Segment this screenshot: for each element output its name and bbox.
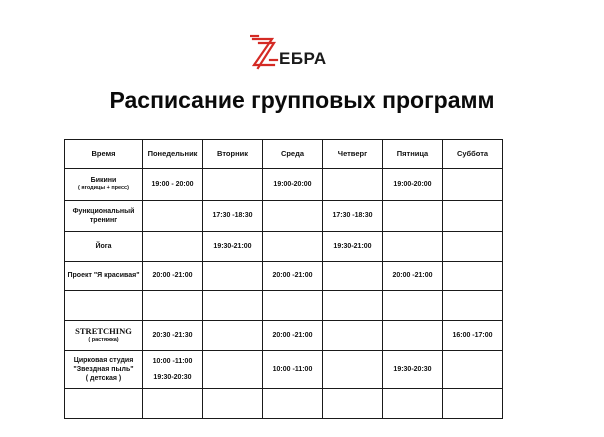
time-slot: 19:00 - 20:00 xyxy=(151,180,194,188)
program-name-line: Функциональный xyxy=(72,207,135,215)
schedule-cell xyxy=(143,389,203,419)
schedule-cell xyxy=(143,321,203,351)
schedule-cell xyxy=(263,321,323,351)
time-slot: 20:30 -21:30 xyxy=(152,331,193,339)
schedule-cell xyxy=(383,291,443,321)
program-subtitle: ( ягодицы + пресс) xyxy=(78,185,129,192)
schedule-cell xyxy=(203,389,263,419)
zebra-z-icon xyxy=(250,34,280,70)
time-slot: 19:30-21:00 xyxy=(213,242,252,250)
table-row xyxy=(65,291,503,321)
page-title: Расписание групповых программ xyxy=(109,87,495,113)
schedule-cell xyxy=(383,232,443,262)
schedule-cell xyxy=(143,201,203,232)
schedule-cell xyxy=(323,262,383,291)
program-name-line: Бикини xyxy=(90,177,117,185)
schedule-cell xyxy=(383,389,443,419)
program-name xyxy=(65,351,143,389)
header-day: Суббота xyxy=(443,140,503,169)
program-name-line: Цирковая студия xyxy=(73,356,134,364)
schedule-cell xyxy=(323,232,383,262)
table-header-row xyxy=(65,140,503,169)
program-name xyxy=(65,169,143,201)
schedule-cell xyxy=(143,169,203,201)
brand-logo xyxy=(250,34,340,70)
program-name xyxy=(65,291,143,321)
schedule-cell xyxy=(203,262,263,291)
header-day: Среда xyxy=(263,140,323,169)
program-name xyxy=(65,201,143,232)
schedule-cell xyxy=(203,169,263,201)
schedule-cell xyxy=(443,262,503,291)
schedule-cell xyxy=(263,201,323,232)
schedule-cell xyxy=(323,291,383,321)
time-slot: 19:30-20:30 xyxy=(393,365,432,373)
schedule-cell xyxy=(323,321,383,351)
schedule-cell xyxy=(383,321,443,351)
time-slot: 17:30 -18:30 xyxy=(332,212,373,220)
schedule-cell xyxy=(383,351,443,389)
time-slot: 19:30-20:30 xyxy=(153,373,192,381)
schedule-cell xyxy=(383,201,443,232)
header-day: Вторник xyxy=(203,140,263,169)
time-slot: 10:00 -11:00 xyxy=(272,365,313,373)
table-row xyxy=(65,262,503,291)
schedule-cell xyxy=(203,351,263,389)
program-name xyxy=(65,389,143,419)
program-name xyxy=(65,262,143,291)
program-subtitle: ( растяжка) xyxy=(88,337,119,344)
schedule-cell xyxy=(443,389,503,419)
time-slot: 20:00 -21:00 xyxy=(152,272,193,280)
time-slot: 17:30 -18:30 xyxy=(212,212,253,220)
table-row xyxy=(65,389,503,419)
header-day: Понедельник xyxy=(143,140,203,169)
time-slot: 10:00 -11:00 xyxy=(152,358,193,366)
header-day: Пятница xyxy=(383,140,443,169)
time-slot: 20:00 -21:00 xyxy=(272,331,313,339)
schedule-cell xyxy=(203,232,263,262)
schedule-cell xyxy=(263,262,323,291)
schedule-cell xyxy=(443,201,503,232)
time-slot: 19:00-20:00 xyxy=(273,180,312,188)
schedule-cell xyxy=(143,262,203,291)
time-slot: 20:00 -21:00 xyxy=(392,272,433,280)
schedule-cell xyxy=(143,351,203,389)
schedule-cell xyxy=(143,291,203,321)
schedule-cell xyxy=(323,201,383,232)
schedule-cell xyxy=(323,351,383,389)
table-row xyxy=(65,169,503,201)
schedule-cell xyxy=(263,232,323,262)
schedule-cell xyxy=(443,291,503,321)
time-slot: 19:30-21:00 xyxy=(333,242,372,250)
schedule-cell xyxy=(263,351,323,389)
schedule-table xyxy=(64,139,503,419)
schedule-cell xyxy=(443,232,503,262)
schedule-cell xyxy=(263,169,323,201)
schedule-cell xyxy=(383,262,443,291)
program-name xyxy=(65,232,143,262)
program-name-line: "Звездная пыль" xyxy=(73,365,134,373)
program-name-line: Проект "Я красивая" xyxy=(67,272,140,280)
program-name xyxy=(65,321,143,351)
table-row xyxy=(65,201,503,232)
schedule-cell xyxy=(203,201,263,232)
table-row xyxy=(65,351,503,389)
schedule-cell xyxy=(443,169,503,201)
program-name-line: тренинг xyxy=(89,217,118,224)
table-body xyxy=(65,169,503,419)
header-time: Время xyxy=(65,140,143,169)
time-slot: 16:00 -17:00 xyxy=(452,331,493,339)
table-row xyxy=(65,321,503,351)
schedule-cell xyxy=(323,169,383,201)
program-name-line: STRETCHING xyxy=(75,326,132,337)
program-name-line: Йога xyxy=(95,242,112,250)
time-slot: 20:00 -21:00 xyxy=(272,272,313,280)
logo-text: ЕБРА xyxy=(279,49,327,68)
schedule-cell xyxy=(443,351,503,389)
schedule-cell xyxy=(203,291,263,321)
table-row xyxy=(65,232,503,262)
program-name-line: ( детская ) xyxy=(85,375,122,383)
schedule-cell xyxy=(143,232,203,262)
schedule-cell xyxy=(263,389,323,419)
schedule-cell xyxy=(323,389,383,419)
header-day: Четверг xyxy=(323,140,383,169)
time-slot: 19:00-20:00 xyxy=(393,180,432,188)
schedule-cell xyxy=(383,169,443,201)
schedule-cell xyxy=(263,291,323,321)
schedule-cell xyxy=(203,321,263,351)
schedule-cell xyxy=(443,321,503,351)
